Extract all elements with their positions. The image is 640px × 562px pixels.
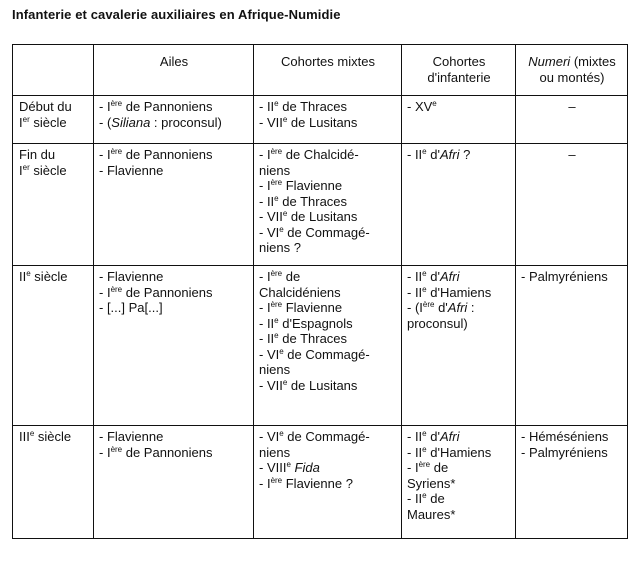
period-cell: IIIe siècle	[13, 426, 94, 539]
header-cohortes-infanterie: Cohortes d'infanterie	[402, 45, 516, 96]
numeri-cell: - Héméséniens - Palmyréniens	[516, 426, 628, 539]
numeri-cell: –	[516, 144, 628, 266]
header-corner	[13, 45, 94, 96]
table-row-iiie	[13, 426, 628, 539]
header-cohortes-mixtes: Cohortes mixtes	[254, 45, 402, 96]
period-cell: IIe siècle	[13, 266, 94, 426]
numeri-cell: - Palmyréniens	[516, 266, 628, 426]
mixtes-cell: - IIe de Thraces - VIIe de Lusitans	[254, 96, 402, 144]
ailes-cell: - Flavienne - Ière de Pannoniens - [...] Pa[...]	[94, 266, 254, 426]
ailes-cell: - Ière de Pannoniens - Flavienne	[94, 144, 254, 266]
mixtes-cell: - Ière de Chalcidéniens - Ière Flavienne - IIe d'Espagnols - IIe de Thraces - VIe de Commagé- niens - VIIe de Lusitans	[254, 266, 402, 426]
infanterie-cell: - XVe	[402, 96, 516, 144]
mixtes-cell: - VIe de Commagé- niens - VIIIe Fida - Ière Flavienne ?	[254, 426, 402, 539]
header-row	[13, 45, 628, 96]
mixtes-cell: - Ière de Chalcidé- niens - Ière Flavienne - IIe de Thraces - VIIe de Lusitans - VIe de Commagé- niens ?	[254, 144, 402, 266]
auxiliaries-table	[12, 44, 628, 539]
table-title: Infanterie et cavalerie auxiliaires en Afrique-Numidie	[12, 7, 341, 22]
header-ailes: Ailes	[94, 45, 254, 96]
table-row-iie	[13, 266, 628, 426]
numeri-cell: –	[516, 96, 628, 144]
ailes-cell: - Flavienne - Ière de Pannoniens	[94, 426, 254, 539]
infanterie-cell: - IIe d'Afri - IIe d'Hamiens - Ière de Syriens* - IIe de Maures*	[402, 426, 516, 539]
period-cell: Fin du Ier siècle	[13, 144, 94, 266]
infanterie-cell: - IIe d'Afri ?	[402, 144, 516, 266]
header-numeri: Numeri (mixtes ou montés)	[516, 45, 628, 96]
infanterie-cell: - IIe d'Afri - IIe d'Hamiens - (Ière d'Afri : proconsul)	[402, 266, 516, 426]
ailes-cell: - Ière de Pannoniens - (Siliana : proconsul)	[94, 96, 254, 144]
period-cell: Début du Ier siècle	[13, 96, 94, 144]
table-row-debut-ier	[13, 96, 628, 144]
table-row-fin-ier	[13, 144, 628, 266]
